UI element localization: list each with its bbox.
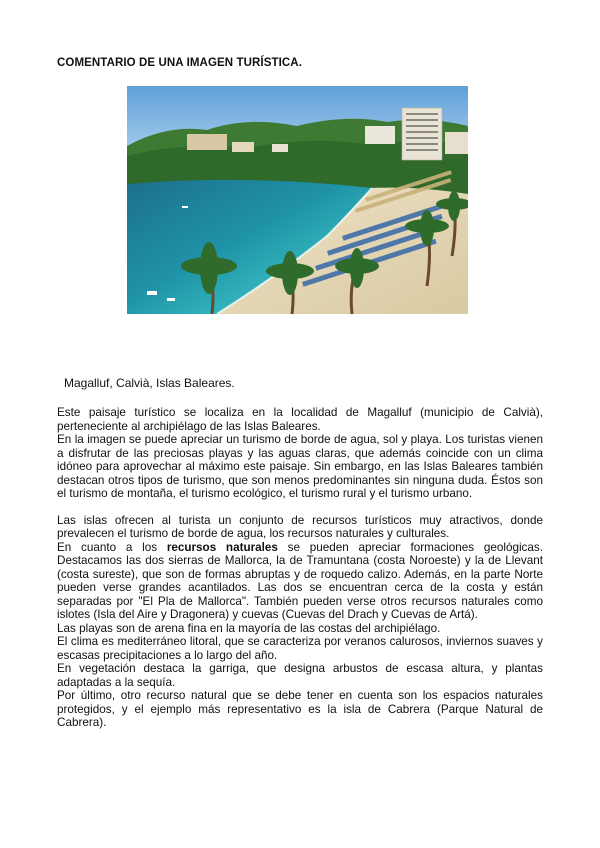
paragraph-tourism-types: En la imagen se puede apreciar un turismo de borde de agua, sol y playa. Los turistas vienen a disfrutar de las preciosas playas y las aguas claras, que además coincide con un clima idóneo para aprovechar al máximo este paisaje. Sin embargo, en las Islas Baleares también destacan otros tipos de turismo, que son menos predominantes sin ninguna duda. Éstos son el turismo de montaña, el turismo ecológico, el turismo rural y el turismo urbano.	[57, 433, 543, 500]
paragraph-natural-resources-rest: se pueden apreciar formaciones geológicas. Destacamos las dos sierras de Mallorca, la de Tramuntana (costa Noroeste) y la de Llevant (costa sureste), que son de formas abruptas y de roquedo calizo. Además, en la parte Norte pueden verse grandes acantilados. Las dos se encuentran cerca de la costa y están separadas por "El Pla de Mallorca". También pueden verse otros recursos naturales como islotes (Isla del Aire y Dragonera) y cuevas (Cuevas del Drach y Cuevas de Artá).	[57, 540, 543, 621]
paragraph-beaches: Las playas son de arena fina en la mayoría de las costas del archipiélago.	[57, 621, 441, 635]
paragraph-location: Este paisaje turístico se localiza en la localidad de Magalluf (municipio de Calvià), perteneciente al archipiélago de las Islas Baleares.	[57, 406, 543, 433]
natural-resources-term: recursos naturales	[166, 540, 278, 554]
paragraph-natural-resources-lead: En cuanto a los	[57, 540, 167, 554]
commentary-body	[57, 406, 543, 730]
paragraph-resources-intro: Las islas ofrecen al turista un conjunto de recursos turísticos muy atractivos, donde prevalecen el turismo de borde de agua, los recursos naturales y culturales.	[57, 513, 543, 540]
photo-caption: Magalluf, Calvià, Islas Baleares.	[64, 376, 235, 390]
beach-resort-photo	[127, 86, 468, 314]
document-title: COMENTARIO DE UNA IMAGEN TURÍSTICA.	[57, 57, 302, 69]
paragraph-natural-resources	[57, 541, 543, 622]
paragraph-climate: El clima es mediterráneo litoral, que se caracteriza por veranos calurosos, inviernos suaves y escasas precipitaciones a lo largo del año.	[57, 635, 543, 662]
paragraph-protected-areas: Por último, otro recurso natural que se debe tener en cuenta son los espacios naturales protegidos, y el ejemplo más representativo es la isla de Cabrera (Parque Natural de Cabrera).	[57, 689, 543, 729]
beach-illustration	[127, 86, 468, 314]
paragraph-vegetation: En vegetación destaca la garriga, que designa arbustos de escasa altura, y plantas adaptadas a la sequía.	[57, 662, 543, 689]
